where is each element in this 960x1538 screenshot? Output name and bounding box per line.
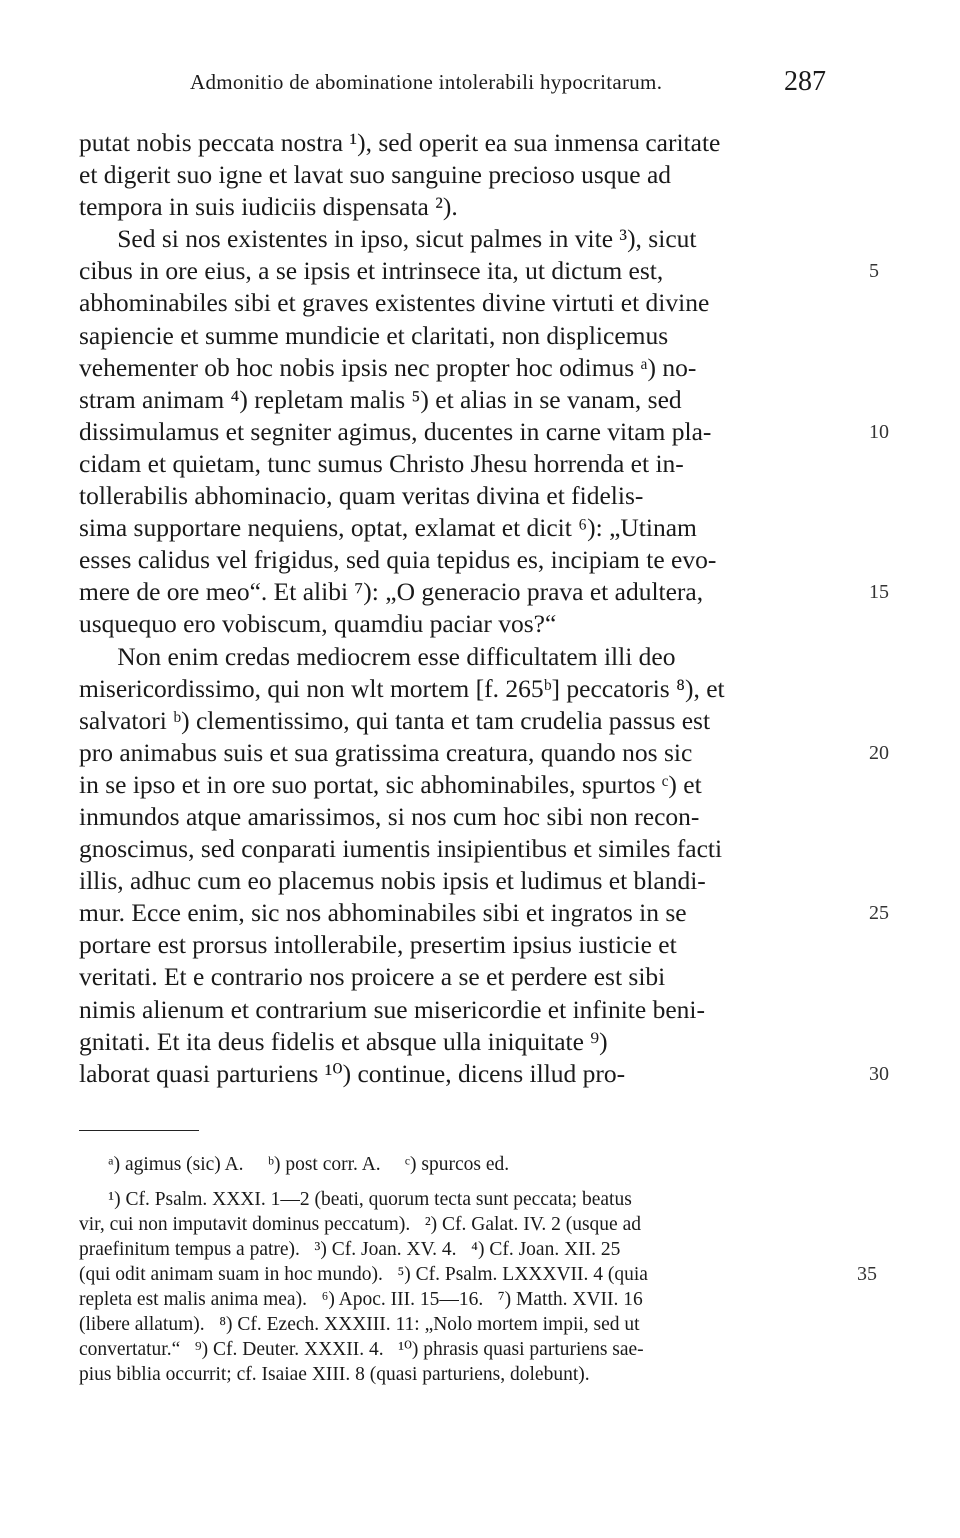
- page-number: 287: [784, 66, 826, 97]
- line-text: nimis alienum et contrarium sue misericordie et infinite beni-: [79, 994, 705, 1024]
- line-text: pro animabus suis et sua gratissima creatura, quando nos sic: [79, 737, 693, 767]
- text-line: [79, 159, 869, 191]
- line-text: et digerit suo igne et lavat suo sanguine precioso usque ad: [79, 160, 672, 190]
- footnote-text: repleta est malis anima mea). ⁶) Apoc. III. 15—16. ⁷) Matth. XVII. 16: [79, 1289, 643, 1310]
- text-line: [79, 801, 869, 833]
- footnotes: [79, 1152, 877, 1387]
- line-text: cidam et quietam, tunc sumus Christo Jhesu horrenda et in-: [79, 448, 684, 478]
- text-line: [79, 480, 869, 512]
- text-line: [79, 1058, 889, 1090]
- body-text: [79, 127, 889, 1090]
- line-text: dissimulamus et segniter agimus, ducentes in carne vitam pla-: [79, 416, 712, 446]
- text-line: [79, 544, 869, 576]
- text-line: [79, 737, 889, 769]
- line-text: in se ipso et in ore suo portat, sic abhominabiles, spurtos ᶜ) et: [79, 769, 702, 799]
- footnote-text: vir, cui non imputavit dominus peccatum). ²) Cf. Galat. IV. 2 (usque ad: [79, 1214, 641, 1235]
- footnote-line: [79, 1187, 869, 1212]
- text-line: [79, 833, 869, 865]
- footnote-text: ¹) Cf. Psalm. XXXI. 1—2 (beati, quorum tecta sunt peccata; beatus: [79, 1189, 632, 1210]
- footnote-text: convertatur.“ ⁹) Cf. Deuter. XXXII. 4. ¹⁰) phrasis quasi parturiens sae-: [79, 1339, 644, 1360]
- line-number: 25: [869, 902, 889, 925]
- line-text: misericordissimo, qui non wlt mortem [f. 265ᵇ] peccatoris ⁸), et: [79, 673, 725, 703]
- text-line: [79, 127, 869, 159]
- line-number: 30: [869, 1062, 889, 1085]
- footnote-line: [79, 1287, 869, 1312]
- line-text: Sed si nos existentes in ipso, sicut palmes in vite ³), sicut: [79, 224, 697, 254]
- footnote-text: (qui odit animam suam in hoc mundo). ⁵) Cf. Psalm. LXXXVII. 4 (quia: [79, 1264, 648, 1285]
- line-number: 20: [869, 741, 889, 764]
- text-line: [79, 448, 869, 480]
- text-line: [79, 512, 869, 544]
- line-text: Non enim credas mediocrem esse difficultatem illi deo: [79, 641, 676, 671]
- line-text: salvatori ᵇ) clementissimo, qui tanta et tam crudelia passus est: [79, 705, 711, 735]
- line-text: inmundos atque amarissimos, si nos cum hoc sibi non recon-: [79, 801, 700, 831]
- text-line: [79, 865, 869, 897]
- text-line: [79, 384, 869, 416]
- text-line: [79, 191, 869, 223]
- line-text: gnitati. Et ita deus fidelis et absque ulla iniquitate ⁹): [79, 1026, 608, 1056]
- line-text: cibus in ore eius, a se ipsis et intrinsece ita, ut dictum est,: [79, 256, 664, 286]
- line-number: 15: [869, 581, 889, 604]
- line-text: stram animam ⁴) repletam malis ⁵) et alias in se vanam, sed: [79, 384, 682, 414]
- line-text: tollerabilis abhominacio, quam veritas divina et fidelis-: [79, 481, 644, 511]
- footnote-line: [79, 1152, 869, 1177]
- text-line: [79, 769, 869, 801]
- text-line: [79, 929, 869, 961]
- line-text: laborat quasi parturiens ¹⁰) continue, dicens illud pro-: [79, 1058, 626, 1088]
- footnote-text: praefinitum tempus a patre). ³) Cf. Joan. XV. 4. ⁴) Cf. Joan. XII. 25: [79, 1239, 621, 1260]
- line-text: abhominabiles sibi et graves existentes divine virtuti et divine: [79, 288, 710, 318]
- text-line: [79, 352, 869, 384]
- text-line: [79, 1026, 869, 1058]
- text-line: [79, 994, 869, 1026]
- line-text: illis, adhuc cum eo placemus nobis ipsis et ludimus et blandi-: [79, 866, 706, 896]
- line-text: gnoscimus, sed conparati iumentis insipientibus et similes facti: [79, 834, 723, 864]
- line-text: esses calidus vel frigidus, sed quia tepidus es, incipiam te evo-: [79, 545, 717, 575]
- footnote-divider: [79, 1130, 199, 1131]
- line-text: mere de ore meo“. Et alibi ⁷): „O generacio prava et adultera,: [79, 577, 704, 607]
- running-head: Admonitio de abominatione intolerabili hypocritarum.: [190, 70, 663, 94]
- text-line: [79, 897, 889, 929]
- text-line: [79, 223, 869, 255]
- footnote-text: pius biblia occurrit; cf. Isaiae XIII. 8 (quasi parturiens, dolebunt).: [79, 1364, 590, 1385]
- line-text: putat nobis peccata nostra ¹), sed operit ea sua inmensa caritate: [79, 128, 721, 157]
- text-line: [79, 320, 869, 352]
- line-text: usquequo ero vobiscum, quamdiu paciar vos?“: [79, 609, 557, 639]
- line-text: sima supportare nequiens, optat, exlamat et dicit ⁶): „Utinam: [79, 513, 697, 543]
- footnote-line: [79, 1312, 869, 1337]
- line-text: veritati. Et e contrario nos proicere a se et perdere est sibi: [79, 962, 666, 992]
- footnote-line: [79, 1212, 869, 1237]
- footnote-line: [79, 1362, 869, 1387]
- line-text: portare est prorsus intollerabile, presertim ipsius iusticie et: [79, 930, 677, 960]
- line-number: 35: [857, 1263, 877, 1285]
- footnote-line: [79, 1262, 877, 1287]
- text-line: [79, 576, 889, 608]
- text-line: [79, 608, 869, 640]
- text-line: [79, 705, 869, 737]
- text-line: [79, 416, 889, 448]
- line-number: 10: [869, 420, 889, 443]
- footnote-text: ᵃ) agimus (sic) A. ᵇ) post corr. A. ᶜ) spurcos ed.: [79, 1154, 510, 1175]
- footnote-line: [79, 1237, 869, 1262]
- line-text: tempora in suis iudiciis dispensata ²).: [79, 192, 458, 222]
- line-number: 5: [869, 260, 879, 283]
- text-line: [79, 255, 879, 287]
- text-line: [79, 673, 869, 705]
- line-text: sapiencie et summe mundicie et claritati, non displicemus: [79, 320, 669, 350]
- text-line: [79, 641, 869, 673]
- text-line: [79, 961, 869, 993]
- text-line: [79, 287, 869, 319]
- footnote-text: (libere allatum). ⁸) Cf. Ezech. XXXIII. 11: „Nolo mortem impii, sed ut: [79, 1314, 640, 1335]
- line-text: mur. Ecce enim, sic nos abhominabiles sibi et ingratos in se: [79, 898, 687, 928]
- line-text: vehementer ob hoc nobis ipsis nec propter hoc odimus ᵃ) no-: [79, 352, 697, 382]
- footnote-line: [79, 1337, 869, 1362]
